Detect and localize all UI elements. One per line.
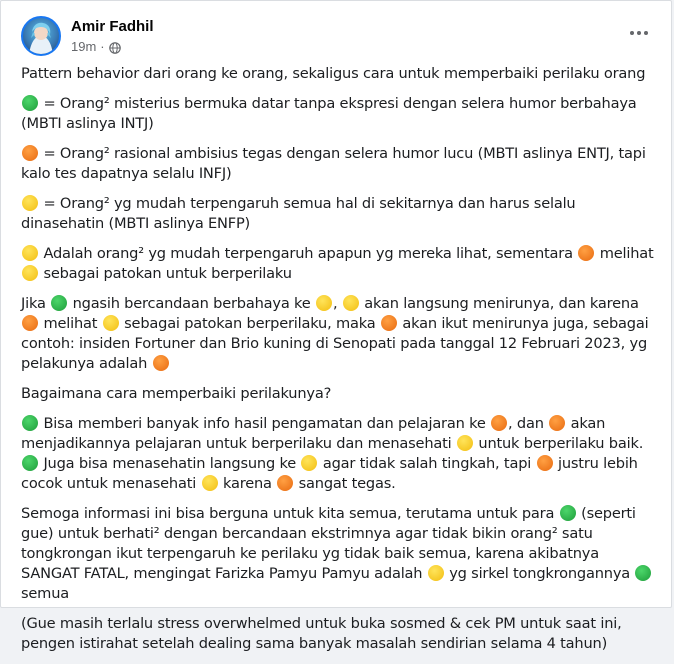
post-paragraph (21, 144, 661, 184)
globe-icon (109, 41, 121, 53)
yellow-circle-icon (22, 265, 38, 281)
paragraph-text: justru lebih cocok untuk menasehati (21, 455, 638, 492)
green-circle-icon (22, 415, 38, 431)
more-options-button[interactable] (625, 23, 653, 43)
paragraph-text: (Gue masih terlalu stress overwhelmed untuk buka sosmed & cek PM untuk saat ini, pengen istirahat setelah dealing sama banyak masalah sendirian selama 4 tahun) (21, 615, 622, 652)
green-circle-icon (22, 455, 38, 471)
paragraph-text: sangat tegas. (294, 475, 396, 492)
paragraph-text: Semoga informasi ini bisa berguna untuk kita semua, terutama untuk para (21, 505, 559, 522)
green-circle-icon (51, 295, 67, 311)
orange-circle-icon (537, 455, 553, 471)
orange-circle-icon (277, 475, 293, 491)
yellow-circle-icon (22, 195, 38, 211)
orange-circle-icon (549, 415, 565, 431)
post-paragraph (21, 194, 661, 234)
paragraph-text: sebagai patokan untuk berperilaku (39, 265, 292, 282)
orange-circle-icon (22, 145, 38, 161)
post-paragraph (21, 94, 661, 134)
paragraph-text: = Orang² misterius bermuka datar tanpa ekspresi dengan selera humor berbahaya (MBTI aslinya INTJ) (21, 95, 637, 132)
green-circle-icon (635, 565, 651, 581)
post-paragraph (21, 244, 661, 284)
post-paragraph (21, 64, 661, 84)
author-name[interactable]: Amir Fadhil (71, 18, 154, 35)
post-paragraph (21, 504, 661, 604)
orange-circle-icon (578, 245, 594, 261)
paragraph-text: Bisa memberi banyak info hasil pengamatan dan pelajaran ke (39, 415, 491, 432)
orange-circle-icon (22, 315, 38, 331)
yellow-circle-icon (343, 295, 359, 311)
green-circle-icon (22, 95, 38, 111)
paragraph-text: Juga bisa menasehatin langsung ke (39, 455, 301, 472)
orange-circle-icon (381, 315, 397, 331)
paragraph-text: (seperti gue) untuk berhati² dengan bercandaan ekstrimnya agar tidak bikin orang² satu tongkrongan ikut terpengaruh ke perilaku yg tidak baik semua, karena akibatnya SANGAT FATAL, mengingat Farizka Pamyu Pamyu adalah (21, 505, 636, 582)
paragraph-text: Bagaimana cara memperbaiki perilakunya? (21, 385, 332, 402)
yellow-circle-icon (22, 245, 38, 261)
paragraph-text: akan menjadikannya pelajaran untuk berperilaku dan menasehati (21, 415, 606, 452)
paragraph-text: akan ikut menirunya juga, sebagai contoh: insiden Fortuner dan Brio kuning di Senopati pada tanggal 12 Februari 2023, yg pelakunya adalah (21, 315, 649, 372)
paragraph-text: akan langsung menirunya, dan karena (359, 295, 639, 312)
paragraph-text: ngasih bercandaan berbahaya ke (68, 295, 315, 312)
yellow-circle-icon (428, 565, 444, 581)
yellow-circle-icon (202, 475, 218, 491)
green-circle-icon (560, 505, 576, 521)
orange-circle-icon (153, 355, 169, 371)
orange-circle-icon (491, 415, 507, 431)
paragraph-text: melihat (39, 315, 102, 332)
paragraph-text: Jika (21, 295, 51, 312)
yellow-circle-icon (103, 315, 119, 331)
avatar[interactable] (21, 16, 61, 56)
post-paragraph (21, 614, 661, 654)
post-meta (71, 17, 154, 55)
avatar-illustration-icon (23, 18, 59, 54)
post-subline (71, 38, 154, 55)
paragraph-text: yg sirkel tongkrongannya (444, 565, 635, 582)
post-content (21, 64, 661, 664)
post-header (21, 14, 154, 58)
paragraph-text: Pattern behavior dari orang ke orang, sekaligus cara untuk memperbaiki perilaku orang (21, 65, 646, 82)
post-paragraph (21, 414, 661, 494)
paragraph-text: semua (21, 585, 69, 602)
post-paragraph (21, 294, 661, 374)
paragraph-text: sebagai patokan berperilaku, maka (119, 315, 380, 332)
paragraph-text: karena (218, 475, 277, 492)
paragraph-text: = Orang² yg mudah terpengaruh semua hal di sekitarnya dan harus selalu dinasehatin (MBTI aslinya ENFP) (21, 195, 576, 232)
paragraph-text: untuk berperilaku baik. (473, 435, 644, 452)
paragraph-text: = Orang² rasional ambisius tegas dengan selera humor lucu (MBTI aslinya ENTJ, tapi kalo tes dapatnya selalu INFJ) (21, 145, 646, 182)
post-paragraph (21, 384, 661, 404)
yellow-circle-icon (457, 435, 473, 451)
paragraph-text: Adalah orang² yg mudah terpengaruh apapun yg mereka lihat, sementara (39, 245, 578, 262)
more-dots-icon (630, 31, 634, 35)
yellow-circle-icon (316, 295, 332, 311)
post-time[interactable]: 19m (71, 39, 97, 54)
paragraph-text: agar tidak salah tingkah, tapi (318, 455, 536, 472)
yellow-circle-icon (301, 455, 317, 471)
paragraph-text: melihat (595, 245, 654, 262)
paragraph-text: , (332, 295, 342, 312)
separator: · (100, 39, 105, 54)
paragraph-text: , dan (508, 415, 549, 432)
